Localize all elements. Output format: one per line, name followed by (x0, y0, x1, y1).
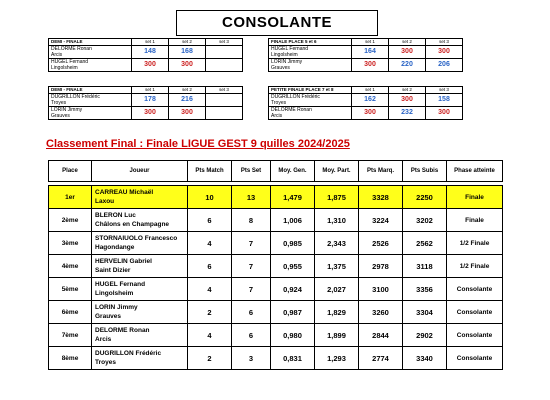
player-cell: CARREAU Michaël Laxou (92, 186, 188, 209)
stat-cell: 2,343 (315, 232, 359, 255)
stat-cell: 2526 (359, 232, 403, 255)
set-score: 220 (389, 59, 426, 72)
column-header: Pts Marq. (359, 161, 403, 182)
set-score: 300 (132, 59, 169, 72)
match-box-place-7-8 (268, 86, 463, 120)
player-cell: BLERON Luc Châlons en Champagne (92, 209, 188, 232)
set-score (206, 107, 243, 120)
match-player: DELORME Ronan Arcis (49, 46, 132, 59)
set-header: set 3 (426, 87, 463, 94)
stat-cell: 3356 (403, 278, 447, 301)
player-cell: DELORME Ronan Arcis (92, 324, 188, 347)
set-score: 168 (169, 46, 206, 59)
stat-cell: 8 (232, 209, 271, 232)
set-header: set 1 (352, 39, 389, 46)
stat-cell: 2978 (359, 255, 403, 278)
set-score: 300 (426, 46, 463, 59)
match-player: HUGEL Fernand Lingolsheim (269, 46, 352, 59)
table-row (49, 301, 503, 324)
place-cell: 5ème (49, 278, 92, 301)
set-score: 178 (132, 94, 169, 107)
column-header: Moy. Part. (315, 161, 359, 182)
set-header: set 3 (206, 39, 243, 46)
match-box-semi-1 (48, 38, 243, 72)
player-cell: HERVELIN Gabriel Saint Dizier (92, 255, 188, 278)
stat-cell: 4 (188, 232, 232, 255)
stat-cell: 1,375 (315, 255, 359, 278)
set-score: 300 (169, 107, 206, 120)
stat-cell: 1,310 (315, 209, 359, 232)
player-cell: STORNAIUOLO Francesco Hagondange (92, 232, 188, 255)
place-cell: 7ème (49, 324, 92, 347)
set-score: 206 (426, 59, 463, 72)
set-header: set 1 (132, 39, 169, 46)
player-cell: DUGRILLON Frédéric Troyes (92, 347, 188, 370)
set-header: set 3 (426, 39, 463, 46)
set-score: 300 (352, 59, 389, 72)
stat-cell: 1,293 (315, 347, 359, 370)
place-cell: 4ème (49, 255, 92, 278)
stat-cell: 1,899 (315, 324, 359, 347)
stat-cell: 3260 (359, 301, 403, 324)
stat-cell: 2,027 (315, 278, 359, 301)
set-score: 162 (352, 94, 389, 107)
set-score (206, 46, 243, 59)
stat-cell: 2844 (359, 324, 403, 347)
set-header: set 2 (389, 39, 426, 46)
set-header: set 2 (169, 39, 206, 46)
set-score: 158 (426, 94, 463, 107)
match-stage: DEMI - FINALE (49, 87, 132, 94)
table-row (49, 347, 503, 370)
ranking-heading: Classement Final : Finale LIGUE GEST 9 quilles 2024/2025 (46, 138, 350, 150)
stat-cell: 6 (188, 255, 232, 278)
column-header: Phase atteinte (447, 161, 503, 182)
stat-cell: 0,985 (271, 232, 315, 255)
set-score (206, 94, 243, 107)
table-row (49, 209, 503, 232)
column-header: Place (49, 161, 92, 182)
set-header: set 1 (132, 87, 169, 94)
stat-cell: 1,829 (315, 301, 359, 324)
set-score: 164 (352, 46, 389, 59)
stat-cell: 7 (232, 232, 271, 255)
stat-cell: 10 (188, 186, 232, 209)
set-score: 300 (389, 94, 426, 107)
stat-cell: 6 (188, 209, 232, 232)
stat-cell: 2562 (403, 232, 447, 255)
match-player: DUGRILLON Frédéric Troyes (269, 94, 352, 107)
stat-cell: 0,980 (271, 324, 315, 347)
table-row (49, 278, 503, 301)
page-title: CONSOLANTE (176, 10, 378, 36)
ranking-table (48, 160, 503, 370)
match-stage: FINALE PLACE 5 et 6 (269, 39, 352, 46)
phase-cell: Consolante (447, 301, 503, 324)
stat-cell: 1,479 (271, 186, 315, 209)
stat-cell: 3202 (403, 209, 447, 232)
phase-cell: Consolante (447, 324, 503, 347)
stat-cell: 6 (232, 324, 271, 347)
player-cell: LORIN Jimmy Grauves (92, 301, 188, 324)
table-row (49, 255, 503, 278)
match-player: HUGEL Fernand Lingolsheim (49, 59, 132, 72)
column-header: Pts Subis (403, 161, 447, 182)
phase-cell: Consolante (447, 278, 503, 301)
stat-cell: 0,987 (271, 301, 315, 324)
table-row (49, 324, 503, 347)
set-score: 232 (389, 107, 426, 120)
place-cell: 6ème (49, 301, 92, 324)
stat-cell: 1,875 (315, 186, 359, 209)
phase-cell: Consolante (447, 347, 503, 370)
stat-cell: 2902 (403, 324, 447, 347)
ranking-header-row (49, 161, 503, 182)
set-header: set 2 (169, 87, 206, 94)
stat-cell: 2774 (359, 347, 403, 370)
table-row (49, 186, 503, 209)
match-stage: PETITE FINALE PLACE 7 et 8 (269, 87, 352, 94)
set-score: 300 (132, 107, 169, 120)
column-header: Pts Match (188, 161, 232, 182)
match-player: DELORME Ronan Arcis (269, 107, 352, 120)
stat-cell: 4 (188, 278, 232, 301)
place-cell: 2ème (49, 209, 92, 232)
match-stage: DEMI - FINALE (49, 39, 132, 46)
set-score: 300 (169, 59, 206, 72)
match-player: LORIN Jimmy Grauves (49, 107, 132, 120)
stat-cell: 3328 (359, 186, 403, 209)
match-player: DUGRILLON Frédéric Troyes (49, 94, 132, 107)
stat-cell: 0,955 (271, 255, 315, 278)
column-header: Moy. Gen. (271, 161, 315, 182)
set-header: set 1 (352, 87, 389, 94)
phase-cell: 1/2 Finale (447, 255, 503, 278)
set-score: 300 (426, 107, 463, 120)
table-row (49, 232, 503, 255)
match-player: LORIN Jimmy Grauves (269, 59, 352, 72)
stat-cell: 2250 (403, 186, 447, 209)
column-header: Pts Set (232, 161, 271, 182)
stat-cell: 13 (232, 186, 271, 209)
phase-cell: 1/2 Finale (447, 232, 503, 255)
set-score (206, 59, 243, 72)
phase-cell: Finale (447, 209, 503, 232)
stat-cell: 7 (232, 278, 271, 301)
column-header: Joueur (92, 161, 188, 182)
place-cell: 1er (49, 186, 92, 209)
stat-cell: 3118 (403, 255, 447, 278)
stat-cell: 3100 (359, 278, 403, 301)
set-header: set 2 (389, 87, 426, 94)
stat-cell: 3340 (403, 347, 447, 370)
stat-cell: 3 (232, 347, 271, 370)
set-score: 300 (389, 46, 426, 59)
place-cell: 3ème (49, 232, 92, 255)
stat-cell: 3224 (359, 209, 403, 232)
place-cell: 8ème (49, 347, 92, 370)
stat-cell: 2 (188, 301, 232, 324)
stat-cell: 0,831 (271, 347, 315, 370)
player-cell: HUGEL Fernand Lingolsheim (92, 278, 188, 301)
phase-cell: Finale (447, 186, 503, 209)
stat-cell: 6 (232, 301, 271, 324)
set-score: 148 (132, 46, 169, 59)
stat-cell: 0,924 (271, 278, 315, 301)
set-header: set 3 (206, 87, 243, 94)
match-box-semi-2 (48, 86, 243, 120)
match-box-place-5-6 (268, 38, 463, 72)
stat-cell: 4 (188, 324, 232, 347)
stat-cell: 7 (232, 255, 271, 278)
set-score: 216 (169, 94, 206, 107)
stat-cell: 3304 (403, 301, 447, 324)
stat-cell: 2 (188, 347, 232, 370)
stat-cell: 1,006 (271, 209, 315, 232)
set-score: 300 (352, 107, 389, 120)
